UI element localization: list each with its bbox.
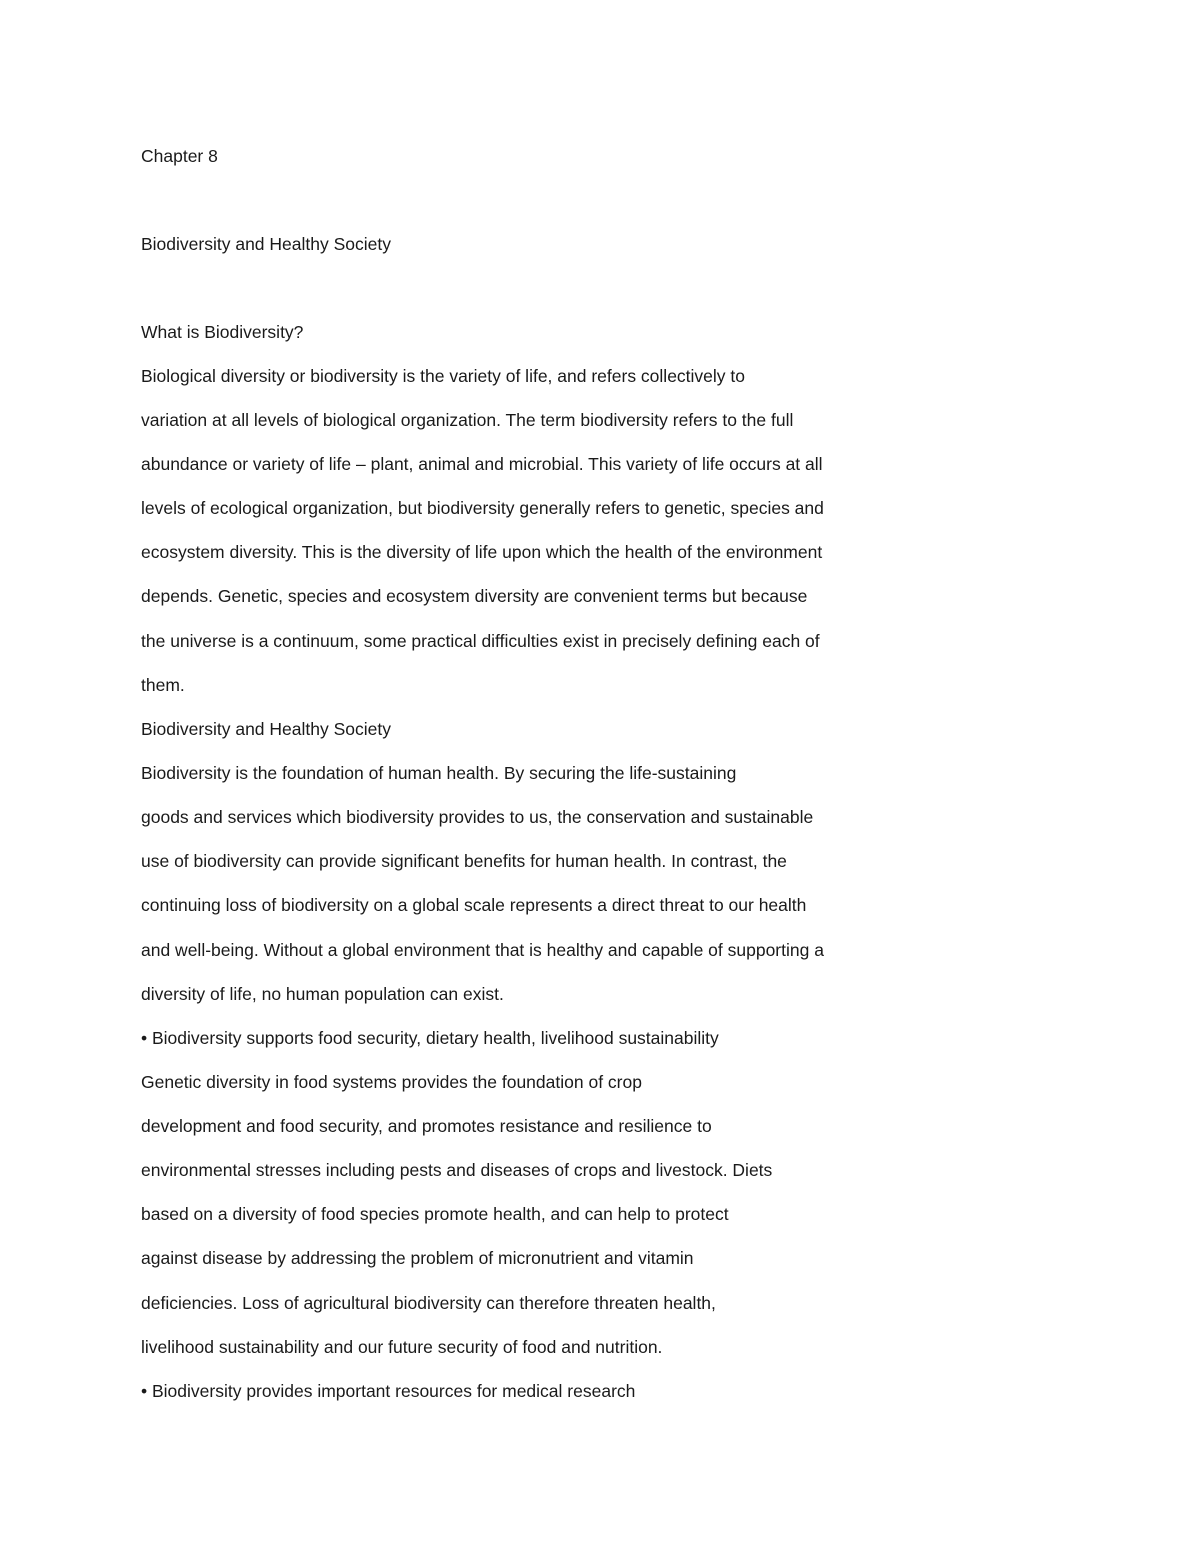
paragraph-line: the universe is a continuum, some practical difficulties exist in precisely defining each of (141, 631, 820, 651)
paragraph-line: depends. Genetic, species and ecosystem diversity are convenient terms but because (141, 586, 808, 606)
paragraph-line: deficiencies. Loss of agricultural biodiversity can therefore threaten health, (141, 1293, 716, 1313)
bullet-item-food-security: • Biodiversity supports food security, dietary health, livelihood sustainability (141, 1028, 719, 1048)
section-heading-healthy-society: Biodiversity and Healthy Society (141, 719, 391, 739)
paragraph-line: goods and services which biodiversity provides to us, the conservation and sustainable (141, 807, 814, 827)
paragraph-line: them. (141, 675, 185, 695)
section-heading-what-is-biodiversity: What is Biodiversity? (141, 322, 304, 342)
paragraph-line: ecosystem diversity. This is the diversity of life upon which the health of the environment (141, 542, 823, 562)
paragraph-line: Biodiversity is the foundation of human health. By securing the life-sustaining (141, 763, 737, 783)
paragraph-line: abundance or variety of life – plant, animal and microbial. This variety of life occurs at all (141, 454, 823, 474)
paragraph-line: against disease by addressing the problem of micronutrient and vitamin (141, 1248, 694, 1268)
paragraph-line: Biological diversity or biodiversity is the variety of life, and refers collectively to (141, 366, 745, 386)
paragraph-line: Genetic diversity in food systems provides the foundation of crop (141, 1072, 642, 1092)
paragraph-line: continuing loss of biodiversity on a global scale represents a direct threat to our health (141, 895, 807, 915)
paragraph-line: development and food security, and promotes resistance and resilience to (141, 1116, 712, 1136)
paragraph-line: variation at all levels of biological organization. The term biodiversity refers to the full (141, 410, 794, 430)
document-title: Biodiversity and Healthy Society (141, 234, 391, 254)
paragraph-line: based on a diversity of food species promote health, and can help to protect (141, 1204, 729, 1224)
paragraph-line: use of biodiversity can provide significant benefits for human health. In contrast, the (141, 851, 787, 871)
paragraph-line: livelihood sustainability and our future security of food and nutrition. (141, 1337, 663, 1357)
paragraph-line: diversity of life, no human population can exist. (141, 984, 504, 1004)
paragraph-line: environmental stresses including pests and diseases of crops and livestock. Diets (141, 1160, 773, 1180)
chapter-label: Chapter 8 (141, 146, 218, 166)
paragraph-line: levels of ecological organization, but biodiversity generally refers to genetic, species and (141, 498, 824, 518)
bullet-item-medical-research: • Biodiversity provides important resources for medical research (141, 1381, 636, 1401)
paragraph-line: and well-being. Without a global environment that is healthy and capable of supporting a (141, 940, 824, 960)
